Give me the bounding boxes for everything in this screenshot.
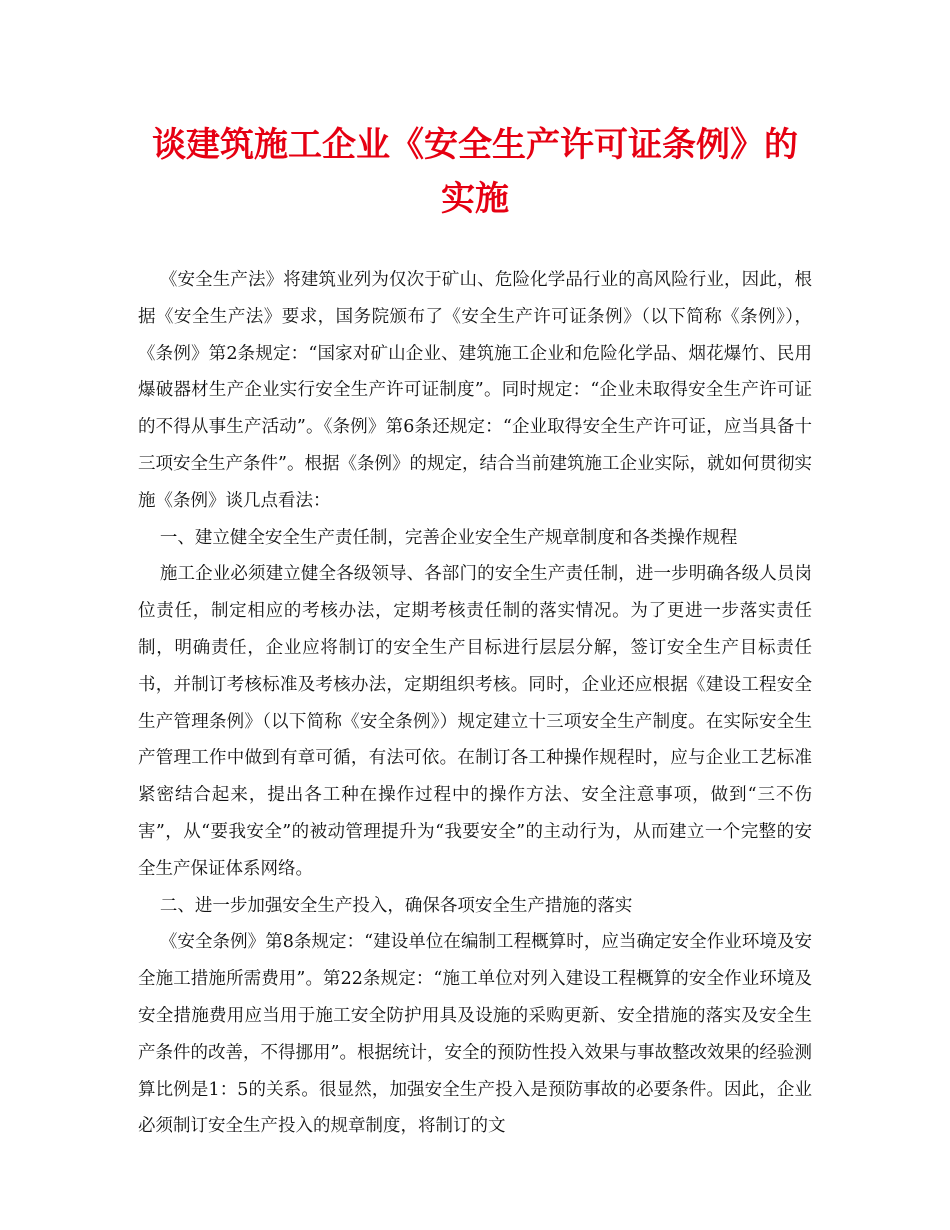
- title-line-1: 谈建筑施工企业《安全生产许可证条例》的: [152, 125, 798, 165]
- paragraph-section-1: 施工企业必须建立健全各级领导、各部门的安全生产责任制，进一步明确各级人员岗位责任，制定相应的考核办法，定期考核责任制的落实情况。为了更进一步落实责任制，明确责任，企业应将制订的安全生产目标进行层层分解，签订安全生产目标责任书，并制订考核标准及考核办法，定期组织考核。同时，企业还应根据《建设工程安全生产管理条例》（以下简称《安全条例》）规定建立十三项安全生产制度。在实际安全生产管理工作中做到有章可循，有法可依。在制订各工种操作规程时，应与企业工艺标准紧密结合起来，提出各工种在操作过程中的操作方法、安全注意事项，做到“三不伤害”，从“要我安全”的被动管理提升为“我要安全”的主动行为，从而建立一个完整的安全生产保证体系网络。: [138, 564, 812, 879]
- document-title: [138, 118, 812, 226]
- document-body: [138, 262, 812, 1145]
- section-heading-2: 二、进一步加强安全生产投入，确保各项安全生产措施的落实: [159, 895, 633, 916]
- paragraph-section-2: 《安全条例》第8条规定：“建设单位在编制工程概算时，应当确定安全作业环境及安全施工措施所需费用”。第22条规定：“施工单位对列入建设工程概算的安全作业环境及安全措施费用应当用于施工安全防护用具及设施的采购更新、安全措施的落实及安全生产条件的改善，不得挪用”。根据统计，安全的预防性投入效果与事故整改效果的经验测算比例是1：5的关系。很显然，加强安全生产投入是预防事故的必要条件。因此，企业必须制订安全生产投入的规章制度，将制订的文: [138, 932, 812, 1137]
- paragraph-intro: 《安全生产法》将建筑业列为仅次于矿山、危险化学品行业的高风险行业，因此，根据《安全生产法》要求，国务院颁布了《安全生产许可证条例》（以下简称《条例》），《条例》第2条规定：“国家对矿山企业、建筑施工企业和危险化学品、烟花爆竹、民用爆破器材生产企业实行安全生产许可证制度”。同时规定：“企业未取得安全生产许可证的不得从事生产活动”。《条例》第6条还规定：“企业取得安全生产许可证，应当具备十三项安全生产条件”。根据《条例》的规定，结合当前建筑施工企业实际，就如何贯彻实施《条例》谈几点看法：: [138, 270, 812, 511]
- section-heading-1: 一、建立健全安全生产责任制，完善企业安全生产规章制度和各类操作规程: [159, 527, 738, 548]
- title-line-2: 实施: [441, 179, 509, 219]
